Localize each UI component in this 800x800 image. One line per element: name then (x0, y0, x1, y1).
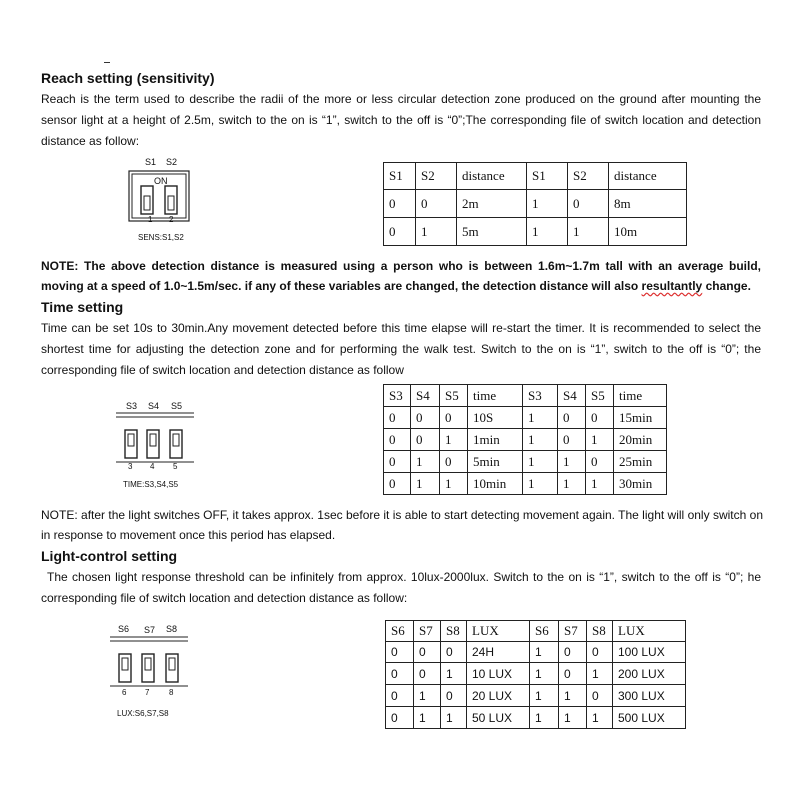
lux-caption: LUX:S6,S7,S8 (117, 709, 169, 718)
table-cell: 1 (530, 642, 559, 663)
table-cell: 1 (416, 218, 457, 246)
table-cell: 0 (414, 663, 441, 685)
table-cell: 0 (559, 642, 587, 663)
lux-top-label: S6 (118, 624, 130, 634)
table-cell: 15min (614, 407, 667, 429)
table-row (386, 621, 686, 642)
sens-on-label: ON (154, 176, 168, 186)
table-cell: 1 (586, 429, 614, 451)
table-header-cell: S1 (384, 163, 416, 190)
table-cell: 0 (384, 190, 416, 218)
table-cell: 8m (609, 190, 687, 218)
sens-bottom-label: 2 (169, 215, 174, 224)
reach-table (383, 162, 687, 246)
table-cell: 1 (568, 218, 609, 246)
reach-heading: Reach setting (sensitivity) (41, 70, 215, 86)
table-header-cell: S6 (530, 621, 559, 642)
reach-note-end: change. (702, 279, 751, 293)
table-header-cell: distance (609, 163, 687, 190)
time-bottom-label: 5 (173, 462, 178, 471)
time-caption: TIME:S3,S4,S5 (123, 480, 179, 489)
sens-caption: SENS:S1,S2 (138, 233, 184, 242)
lux-bottom-label: 8 (169, 688, 174, 697)
table-cell: 1 (411, 451, 440, 473)
table-row (384, 407, 667, 429)
table-cell: 0 (441, 642, 467, 663)
table-cell: 0 (384, 451, 411, 473)
table-cell: 0 (587, 642, 613, 663)
table-header-cell: S2 (568, 163, 609, 190)
table-header-cell: LUX (467, 621, 530, 642)
table-cell: 0 (384, 218, 416, 246)
table-cell: 10min (468, 473, 523, 495)
table-row (384, 163, 687, 190)
table-cell: 1 (411, 473, 440, 495)
time-note: NOTE: after the light switches OFF, it takes approx. 1sec before it is able to start detecting movement again. The light will only switch on in response to movement once this period has elapsed. (41, 508, 763, 542)
table-cell: 10S (468, 407, 523, 429)
table-cell: 1 (441, 707, 467, 729)
table-cell: 0 (384, 473, 411, 495)
table-cell: 0 (568, 190, 609, 218)
table-header-cell: S7 (559, 621, 587, 642)
reach-note-text: NOTE: The above detection distance is measured using a person who is between 1.6m~1.7m tall with an average build, moving at a speed of 1.0~1.5m/sec. if any of these variables are changed, the detection distance will also (41, 259, 761, 293)
table-cell: 50 LUX (467, 707, 530, 729)
table-cell: 0 (386, 642, 414, 663)
table-cell: 5m (457, 218, 527, 246)
table-cell: 0 (386, 685, 414, 707)
table-row (386, 685, 686, 707)
table-cell: 300 LUX (613, 685, 686, 707)
table-cell: 0 (558, 429, 586, 451)
reach-note (41, 256, 761, 296)
table-cell: 10 LUX (467, 663, 530, 685)
lux-bottom-label: 7 (145, 688, 150, 697)
table-cell: 2m (457, 190, 527, 218)
table-cell: 1 (440, 429, 468, 451)
table-row (384, 218, 687, 246)
time-bottom-label: 3 (128, 462, 133, 471)
table-cell: 0 (411, 429, 440, 451)
table-cell: 0 (416, 190, 457, 218)
table-cell: 25min (614, 451, 667, 473)
table-header-cell: time (468, 385, 523, 407)
time-top-label: S3 (126, 401, 138, 411)
table-row (384, 190, 687, 218)
table-header-cell: time (614, 385, 667, 407)
table-cell: 1 (414, 707, 441, 729)
table-cell: 1 (530, 685, 559, 707)
table-header-cell: S4 (411, 385, 440, 407)
table-cell: 1 (586, 473, 614, 495)
table-cell: 1 (441, 663, 467, 685)
table-cell: 100 LUX (613, 642, 686, 663)
reach-paragraph: Reach is the term used to describe the radii of the more or less circular detection zone produced on the ground after mounting the sensor light at a height of 2.5m, switch to the on is “1”, switch to the off is “0”;The corresponding file of switch location and detection distance as follow: (41, 92, 761, 148)
table-row (384, 429, 667, 451)
light-heading: Light-control setting (41, 548, 178, 564)
table-row (386, 663, 686, 685)
table-cell: 10m (609, 218, 687, 246)
top-mark (104, 62, 110, 63)
table-cell: 1 (527, 190, 568, 218)
table-cell: 0 (559, 663, 587, 685)
table-cell: 0 (411, 407, 440, 429)
time-bottom-label: 4 (150, 462, 155, 471)
table-header-cell: S3 (384, 385, 411, 407)
table-header-cell: S5 (440, 385, 468, 407)
sens-top-label: S1 (145, 157, 157, 167)
dip-switch-icon (110, 636, 190, 694)
sens-top-label: S2 (166, 157, 178, 167)
table-header-cell: S5 (586, 385, 614, 407)
table-cell: 0 (586, 451, 614, 473)
table-cell: 1 (523, 407, 558, 429)
table-cell: 0 (558, 407, 586, 429)
reach-note-wavy-word: resultantly (641, 279, 703, 293)
table-cell: 0 (384, 407, 411, 429)
sens-bottom-label: 1 (148, 215, 153, 224)
table-cell: 0 (414, 642, 441, 663)
table-cell: 0 (440, 451, 468, 473)
light-table (385, 620, 686, 729)
time-top-label: S5 (171, 401, 183, 411)
table-cell: 0 (384, 429, 411, 451)
table-cell: 0 (441, 685, 467, 707)
table-cell: 200 LUX (613, 663, 686, 685)
table-cell: 1 (587, 707, 613, 729)
lux-top-label: S7 (144, 625, 156, 635)
table-cell: 1 (440, 473, 468, 495)
time-top-label: S4 (148, 401, 160, 411)
time-heading: Time setting (41, 299, 124, 315)
table-row (384, 385, 667, 407)
lux-bottom-label: 6 (122, 688, 127, 697)
table-cell: 1 (414, 685, 441, 707)
table-cell: 30min (614, 473, 667, 495)
table-header-cell: S2 (416, 163, 457, 190)
time-table (383, 384, 667, 495)
table-cell: 1 (559, 707, 587, 729)
table-header-cell: LUX (613, 621, 686, 642)
table-row (384, 451, 667, 473)
table-cell: 5min (468, 451, 523, 473)
table-cell: 1 (530, 707, 559, 729)
table-header-cell: S7 (414, 621, 441, 642)
table-cell: 1 (523, 473, 558, 495)
lux-top-label: S8 (166, 624, 178, 634)
table-cell: 20min (614, 429, 667, 451)
table-cell: 0 (386, 663, 414, 685)
table-header-cell: S8 (441, 621, 467, 642)
table-cell: 1 (523, 451, 558, 473)
table-cell: 24H (467, 642, 530, 663)
table-row (386, 642, 686, 663)
table-header-cell: S3 (523, 385, 558, 407)
table-row (386, 707, 686, 729)
time-paragraph: Time can be set 10s to 30min.Any movement detected before this time elapse will re-start the timer. It is recommended to select the shortest time for adjusting the detection zone and for performing the walk test. Switch to the on is “1”, switch to the off is “0”; the corresponding file of switch location and detection distance as follow (41, 321, 761, 377)
table-cell: 1 (558, 473, 586, 495)
table-cell: 1 (530, 663, 559, 685)
light-paragraph: The chosen light response threshold can be infinitely from approx. 10lux-2000lux. Switch to the on is “1”, switch to the off is “0”; he corresponding file of switch location and detection distance as follow: (41, 570, 761, 605)
table-cell: 1 (587, 663, 613, 685)
table-cell: 20 LUX (467, 685, 530, 707)
table-header-cell: S6 (386, 621, 414, 642)
table-header-cell: S8 (587, 621, 613, 642)
table-cell: 1min (468, 429, 523, 451)
table-cell: 1 (527, 218, 568, 246)
table-header-cell: distance (457, 163, 527, 190)
table-cell: 1 (559, 685, 587, 707)
table-cell: 500 LUX (613, 707, 686, 729)
table-row (384, 473, 667, 495)
table-header-cell: S4 (558, 385, 586, 407)
table-cell: 0 (440, 407, 468, 429)
table-cell: 1 (558, 451, 586, 473)
table-cell: 0 (587, 685, 613, 707)
table-cell: 0 (386, 707, 414, 729)
table-header-cell: S1 (527, 163, 568, 190)
table-cell: 1 (523, 429, 558, 451)
table-cell: 0 (586, 407, 614, 429)
